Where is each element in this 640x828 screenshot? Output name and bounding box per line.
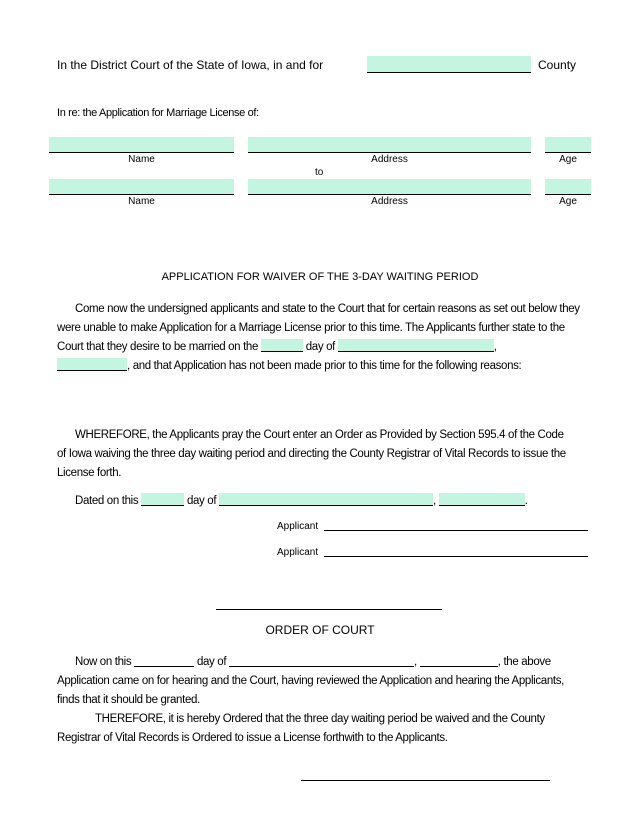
order-line-3: finds that it should be granted. (57, 694, 200, 706)
dated-month-field[interactable] (219, 493, 433, 506)
p2-line-2: of Iowa waiving the three day waiting period and directing the County Registrar of Vital Records to issue the (57, 448, 566, 460)
p1-line-4-text: , and that Application has not been made prior to this time for the following reasons: (127, 360, 522, 372)
county-field[interactable] (367, 56, 531, 73)
marriage-year-field[interactable] (57, 358, 127, 371)
court-heading: In the District Court of the State of Iowa, in and for (57, 58, 324, 72)
marriage-month-field[interactable] (338, 339, 494, 352)
order-line-2: Application came on for hearing and the Court, having reviewed the Application and hearing the Applicants, (57, 675, 564, 687)
p1-line-1: Come now the undersigned applicants and state to the Court that for certain reasons as set out below they (75, 303, 580, 315)
dated-day-field[interactable] (141, 493, 184, 506)
marriage-day-field[interactable] (261, 339, 303, 352)
applicant-1-address-field[interactable] (248, 137, 531, 153)
address-caption-2: Address (371, 196, 408, 207)
applicant-2-name-field[interactable] (49, 179, 234, 195)
applicant-2-age-field[interactable] (545, 179, 591, 195)
applicant-signature-label-1: Applicant (277, 521, 319, 532)
age-caption-1: Age (559, 154, 577, 165)
p1-line-3-text-b: day of (305, 341, 335, 353)
p1-line-3: Court that they desire to be married on the day of , (57, 341, 497, 353)
order-text-a: Now on this (75, 656, 132, 668)
section-divider (216, 609, 442, 610)
order-text-b: day of (196, 656, 227, 668)
p2-line-3: License forth. (57, 467, 122, 479)
order-day-field[interactable] (134, 654, 194, 667)
order-text-c: , the above (497, 656, 551, 668)
applicant-signature-line-1[interactable] (324, 530, 588, 531)
dated-year-field[interactable] (439, 493, 525, 506)
dated-text-a: Dated on this (75, 495, 139, 507)
applicant-1-name-field[interactable] (49, 137, 234, 153)
p1-line-2: were unable to make Application for a Marriage License prior to this time. The Applicants further state to the (57, 322, 565, 334)
p1-line-4 (57, 357, 521, 376)
dated-text-b: day of (186, 495, 217, 507)
order-title: ORDER OF COURT (265, 623, 375, 637)
applicant-1-age-field[interactable] (545, 137, 591, 153)
applicant-signature-label-2: Applicant (277, 547, 319, 558)
in-re-text: In re: the Application for Marriage License of: (57, 107, 259, 119)
order-line-4: THEREFORE, it is hereby Ordered that the three day waiting period be waived and the County (95, 713, 545, 725)
dated-line: Dated on this day of , . (75, 495, 528, 507)
p1-line-3-text-a: Court that they desire to be married on the (57, 341, 259, 353)
name-caption-1: Name (128, 154, 155, 165)
order-line-1: Now on this day of , , the above (75, 656, 551, 668)
order-year-field[interactable] (420, 654, 498, 667)
applicant-signature-line-2[interactable] (324, 556, 588, 557)
age-caption-2: Age (559, 196, 577, 207)
order-month-field[interactable] (229, 654, 414, 667)
to-connector: to (315, 167, 324, 178)
judge-signature-line[interactable] (301, 780, 550, 781)
p2-line-1: WHEREFORE, the Applicants pray the Court enter an Order as Provided by Section 595.4 of the Code (75, 429, 564, 441)
applicant-2-address-field[interactable] (248, 179, 531, 195)
address-caption-1: Address (371, 154, 408, 165)
county-label: County (538, 58, 577, 72)
order-line-5: Registrar of Vital Records is Ordered to issue a License forthwith to the Applicants. (57, 732, 448, 744)
application-title: APPLICATION FOR WAIVER OF THE 3-DAY WAITING PERIOD (161, 271, 479, 283)
name-caption-2: Name (128, 196, 155, 207)
